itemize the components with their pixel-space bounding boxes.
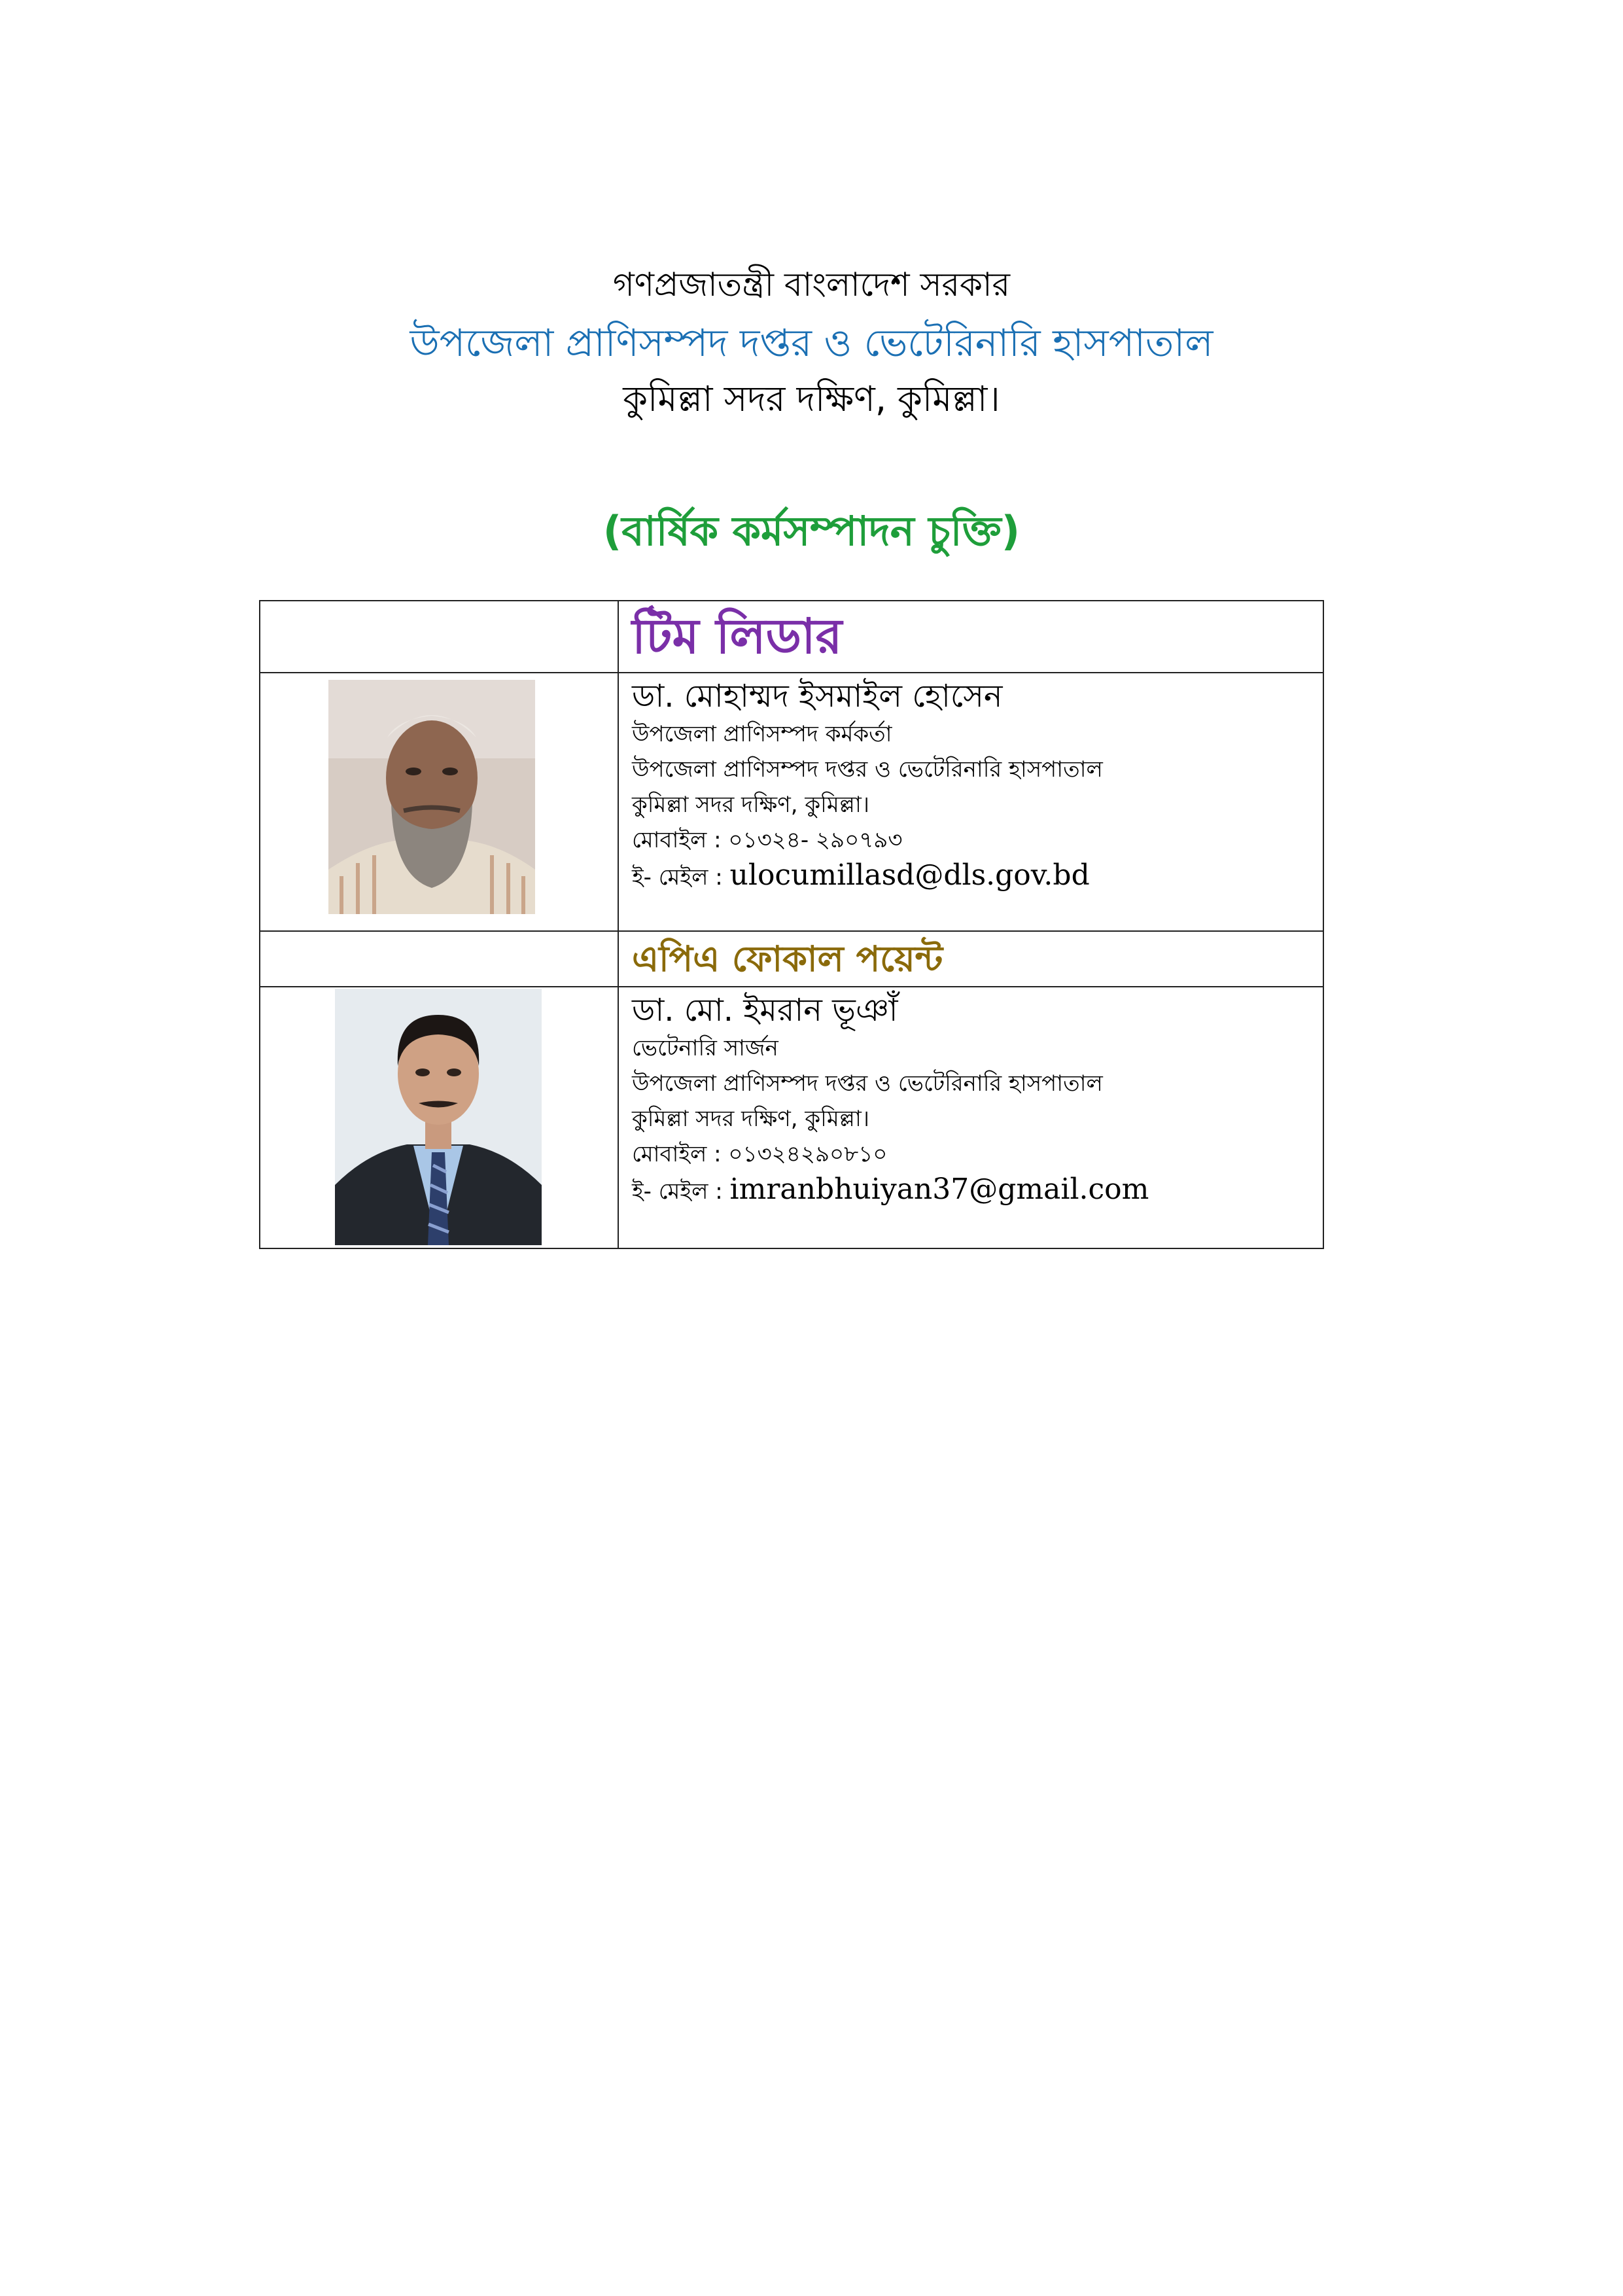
team-leader-location: কুমিল্লা সদর দক্ষিণ, কুমিল্লা। — [632, 792, 869, 818]
email-label: ই- মেইল : — [632, 864, 730, 891]
team-leader-office: উপজেলা প্রাণিসম্পদ দপ্তর ও ভেটেরিনারি হাসপাতাল — [632, 756, 1103, 783]
empty-cell — [260, 601, 618, 673]
focal-point-designation: ভেটেনারি সার্জন — [632, 1035, 778, 1061]
document-title: (বার্ষিক কর্মসম্পাদন চুক্তি) — [602, 507, 1021, 555]
team-leader-photo-cell — [260, 673, 618, 931]
focal-point-location: কুমিল্লা সদর দক্ষিণ, কুমিল্লা। — [632, 1106, 869, 1132]
team-leader-mobile: ০১৩২৪- ২৯০৭৯৩ — [728, 827, 903, 853]
team-leader-photo — [328, 680, 535, 914]
team-leader-email-line — [632, 858, 1323, 895]
team-leader-row — [260, 673, 1323, 931]
team-leader-heading-row — [260, 601, 1323, 673]
focal-point-heading: এপিএ ফোকাল পয়েন্ট — [632, 938, 943, 980]
team-leader-info — [618, 673, 1323, 931]
focal-point-mobile: ০১৩২৪২৯০৮১০ — [728, 1141, 888, 1167]
focal-point-photo — [335, 989, 542, 1245]
focal-point-mobile-line — [632, 1137, 1323, 1172]
focal-point-info — [618, 987, 1323, 1248]
team-leader-heading: টিম লিডার — [632, 609, 843, 665]
empty-cell — [260, 931, 618, 987]
focal-point-heading-cell — [618, 931, 1323, 987]
office-title: উপজেলা প্রাণিসম্পদ দপ্তর ও ভেটেরিনারি হাসপাতাল — [410, 321, 1213, 365]
focal-point-photo-cell — [260, 987, 618, 1248]
team-leader-name: ডা. মোহাম্মদ ইসমাইল হোসেন — [632, 678, 1003, 715]
contact-table — [259, 600, 1324, 1249]
team-leader-email[interactable]: ulocumillasd@dls.gov.bd — [729, 858, 1090, 892]
team-leader-designation: উপজেলা প্রাণিসম্পদ কর্মকর্তা — [632, 721, 892, 747]
mobile-label: মোবাইল : — [632, 827, 729, 853]
focal-point-office: উপজেলা প্রাণিসম্পদ দপ্তর ও ভেটেরিনারি হাসপাতাল — [632, 1070, 1103, 1097]
team-leader-mobile-line — [632, 822, 1323, 858]
focal-point-row — [260, 987, 1323, 1248]
government-title: গণপ্রজাতন্ত্রী বাংলাদেশ সরকার — [613, 266, 1010, 304]
focal-point-name: ডা. মো. ইমরান ভূঞাঁ — [632, 992, 898, 1029]
office-location: কুমিল্লা সদর দক্ষিণ, কুমিল্লা। — [623, 378, 1000, 419]
email-label: ই- মেইল : — [632, 1178, 730, 1205]
focal-point-email-line — [632, 1172, 1323, 1209]
focal-point-email[interactable]: imranbhuiyan37@gmail.com — [729, 1173, 1149, 1206]
mobile-label: মোবাইল : — [632, 1141, 729, 1167]
team-leader-heading-cell — [618, 601, 1323, 673]
focal-point-heading-row — [260, 931, 1323, 987]
